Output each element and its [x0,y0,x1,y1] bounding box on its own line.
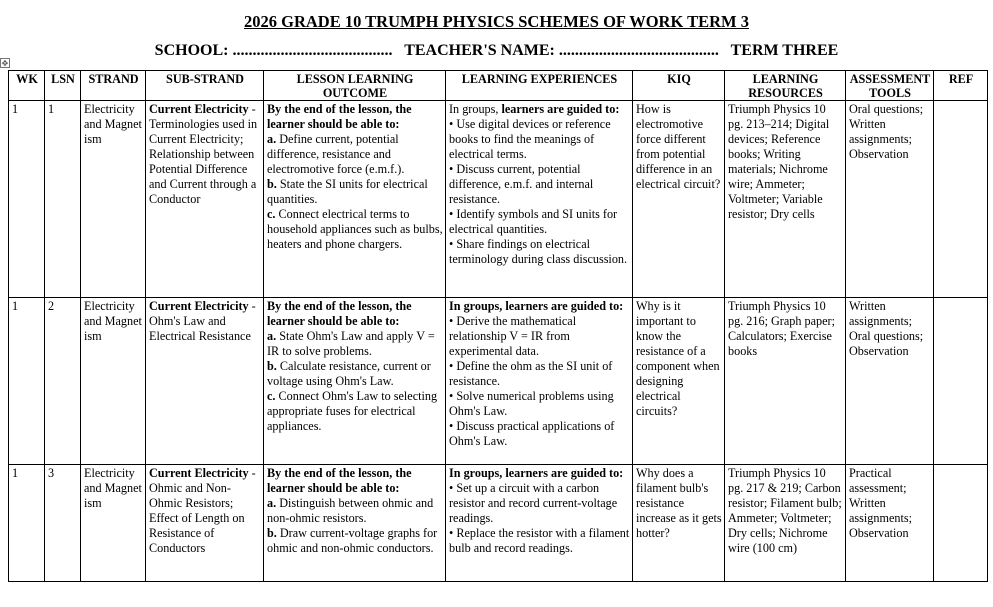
cell-assessment: Written assignments; Oral questions; Observation [846,298,934,465]
cell-lsn: 3 [45,465,81,582]
table-row [9,465,988,582]
outcome-intro: By the end of the lesson, the learner should be able to: [267,466,412,495]
outcome-text: Draw current-voltage graphs for ohmic and non-ohmic conductors. [267,526,438,555]
outcome-text: Calculate resistance, current or voltage using Ohm's Law. [267,359,431,388]
substrand-detail: - Terminologies used in Current Electricity; Relationship between Potential Difference and Current through a Conductor [149,102,258,206]
school-field: SCHOOL: ........................................ [154,42,393,59]
cell-lsn: 1 [45,101,81,298]
outcome-marker: b. [267,359,277,373]
substrand-detail: - Ohmic and Non-Ohmic Resistors; Effect of Length on Resistance of Conductors [149,466,256,555]
column-header-strand: STRAND [81,71,146,101]
outcome-text: Define current, potential difference, resistance and electromotive force (e.m.f.). [267,132,405,176]
cell-assessment: Practical assessment; Written assignments; Observation [846,465,934,582]
outcome-item [267,329,443,359]
cell-wk: 1 [9,465,45,582]
outcome-intro: By the end of the lesson, the learner should be able to: [267,299,412,328]
cell-experiences [446,101,633,298]
cell-sub-strand [146,298,264,465]
cell-strand: Electricity and Magnetism [81,101,146,298]
table-move-handle-icon[interactable]: ✥ [1,59,9,68]
outcome-marker: c. [267,389,276,403]
table-row [9,101,988,298]
experience-intro: In groups, learners are guided to: [449,299,624,313]
outcome-item [267,526,443,556]
experience-item: • Discuss practical applications of Ohm's Law. [449,419,615,448]
term-label: TERM THREE [730,42,839,59]
column-header-sub-strand: SUB-STRAND [146,71,264,101]
cell-outcome [264,465,446,582]
experience-item: • Replace the resistor with a filament bulb and record readings. [449,526,630,555]
experience-item: • Identify symbols and SI units for electrical quantities. [449,207,618,236]
cell-ref [934,465,988,582]
outcome-text: Connect Ohm's Law to selecting appropriate fuses for electrical appliances. [267,389,438,433]
column-header-lsn: LSN [45,71,81,101]
outcome-marker: a. [267,132,277,146]
cell-strand: Electricity and Magnetism [81,465,146,582]
column-header-wk: WK [9,71,45,101]
column-header-kiq: KIQ [633,71,725,101]
cell-resources: Triumph Physics 10 pg. 216; Graph paper; Calculators; Exercise books [725,298,846,465]
experience-item: • Discuss current, potential difference, e.m.f. and internal resistance. [449,162,594,206]
column-header-assessment: ASSESSMENT TOOLS [846,71,934,101]
cell-ref [934,101,988,298]
outcome-marker: b. [267,177,277,191]
teacher-name-field: TEACHER'S NAME: ........................................ [404,42,719,59]
column-header-resources: LEARNING RESOURCES [725,71,846,101]
table-header-row [9,71,988,101]
outcome-intro: By the end of the lesson, the learner should be able to: [267,102,412,131]
experience-item: • Set up a circuit with a carbon resistor and record current-voltage readings. [449,481,618,525]
cell-kiq: How is electromotive force different from potential difference in an electrical circuit? [633,101,725,298]
substrand-title: Current Electricity [149,299,249,313]
column-header-outcome: LESSON LEARNING OUTCOME [264,71,446,101]
outcome-item [267,132,443,177]
cell-sub-strand [146,465,264,582]
cell-resources: Triumph Physics 10 pg. 217 & 219; Carbon resistor; Filament bulb; Ammeter; Voltmeter; Dry cells; Nichrome wire (100 cm) [725,465,846,582]
cell-outcome [264,298,446,465]
outcome-item [267,496,443,526]
outcome-marker: a. [267,496,277,510]
outcome-marker: c. [267,207,276,221]
outcome-text: State the SI units for electrical quantities. [267,177,428,206]
header-info-line [0,42,993,60]
cell-sub-strand [146,101,264,298]
cell-lsn: 2 [45,298,81,465]
cell-resources: Triumph Physics 10 pg. 213–214; Digital devices; Reference books; Writing materials; Nichrome wire; Ammeter; Voltmeter; Variable resistor; Dry cells [725,101,846,298]
substrand-title: Current Electricity [149,466,249,480]
cell-strand: Electricity and Magnetism [81,298,146,465]
outcome-text: Connect electrical terms to household appliances such as bulbs, heaters and phone chargers. [267,207,443,251]
outcome-marker: a. [267,329,277,343]
substrand-title: Current Electricity [149,102,249,116]
outcome-text: State Ohm's Law and apply V = IR to solve problems. [267,329,435,358]
cell-kiq: Why does a filament bulb's resistance increase as it gets hotter? [633,465,725,582]
outcome-item [267,177,443,207]
document-title: 2026 GRADE 10 TRUMPH PHYSICS SCHEMES OF WORK TERM 3 [244,12,749,31]
cell-assessment: Oral questions; Written assignments; Observation [846,101,934,298]
scheme-of-work-table [8,70,988,582]
cell-outcome [264,101,446,298]
cell-wk: 1 [9,298,45,465]
cell-experiences [446,465,633,582]
column-header-experiences: LEARNING EXPERIENCES [446,71,633,101]
experience-item: • Share findings on electrical terminology during class discussion. [449,237,628,266]
cell-wk: 1 [9,101,45,298]
experience-intro: In groups, learners are guided to: [449,102,620,116]
cell-ref [934,298,988,465]
column-header-ref: REF [934,71,988,101]
table-row [9,298,988,465]
experience-item: • Derive the mathematical relationship V = IR from experimental data. [449,314,577,358]
cell-experiences [446,298,633,465]
cell-kiq: Why is it important to know the resistance of a component when designing electrical circuits? [633,298,725,465]
experience-item: • Define the ohm as the SI unit of resistance. [449,359,613,388]
outcome-item [267,207,443,252]
substrand-detail: - Ohm's Law and Electrical Resistance [149,299,256,343]
outcome-item [267,359,443,389]
outcome-item [267,389,443,434]
experience-item: • Solve numerical problems using Ohm's Law. [449,389,614,418]
outcome-text: Distinguish between ohmic and non-ohmic resistors. [267,496,434,525]
experience-item: • Use digital devices or reference books to find the meanings of electrical terms. [449,117,611,161]
outcome-marker: b. [267,526,277,540]
experience-intro: In groups, learners are guided to: [449,466,624,480]
